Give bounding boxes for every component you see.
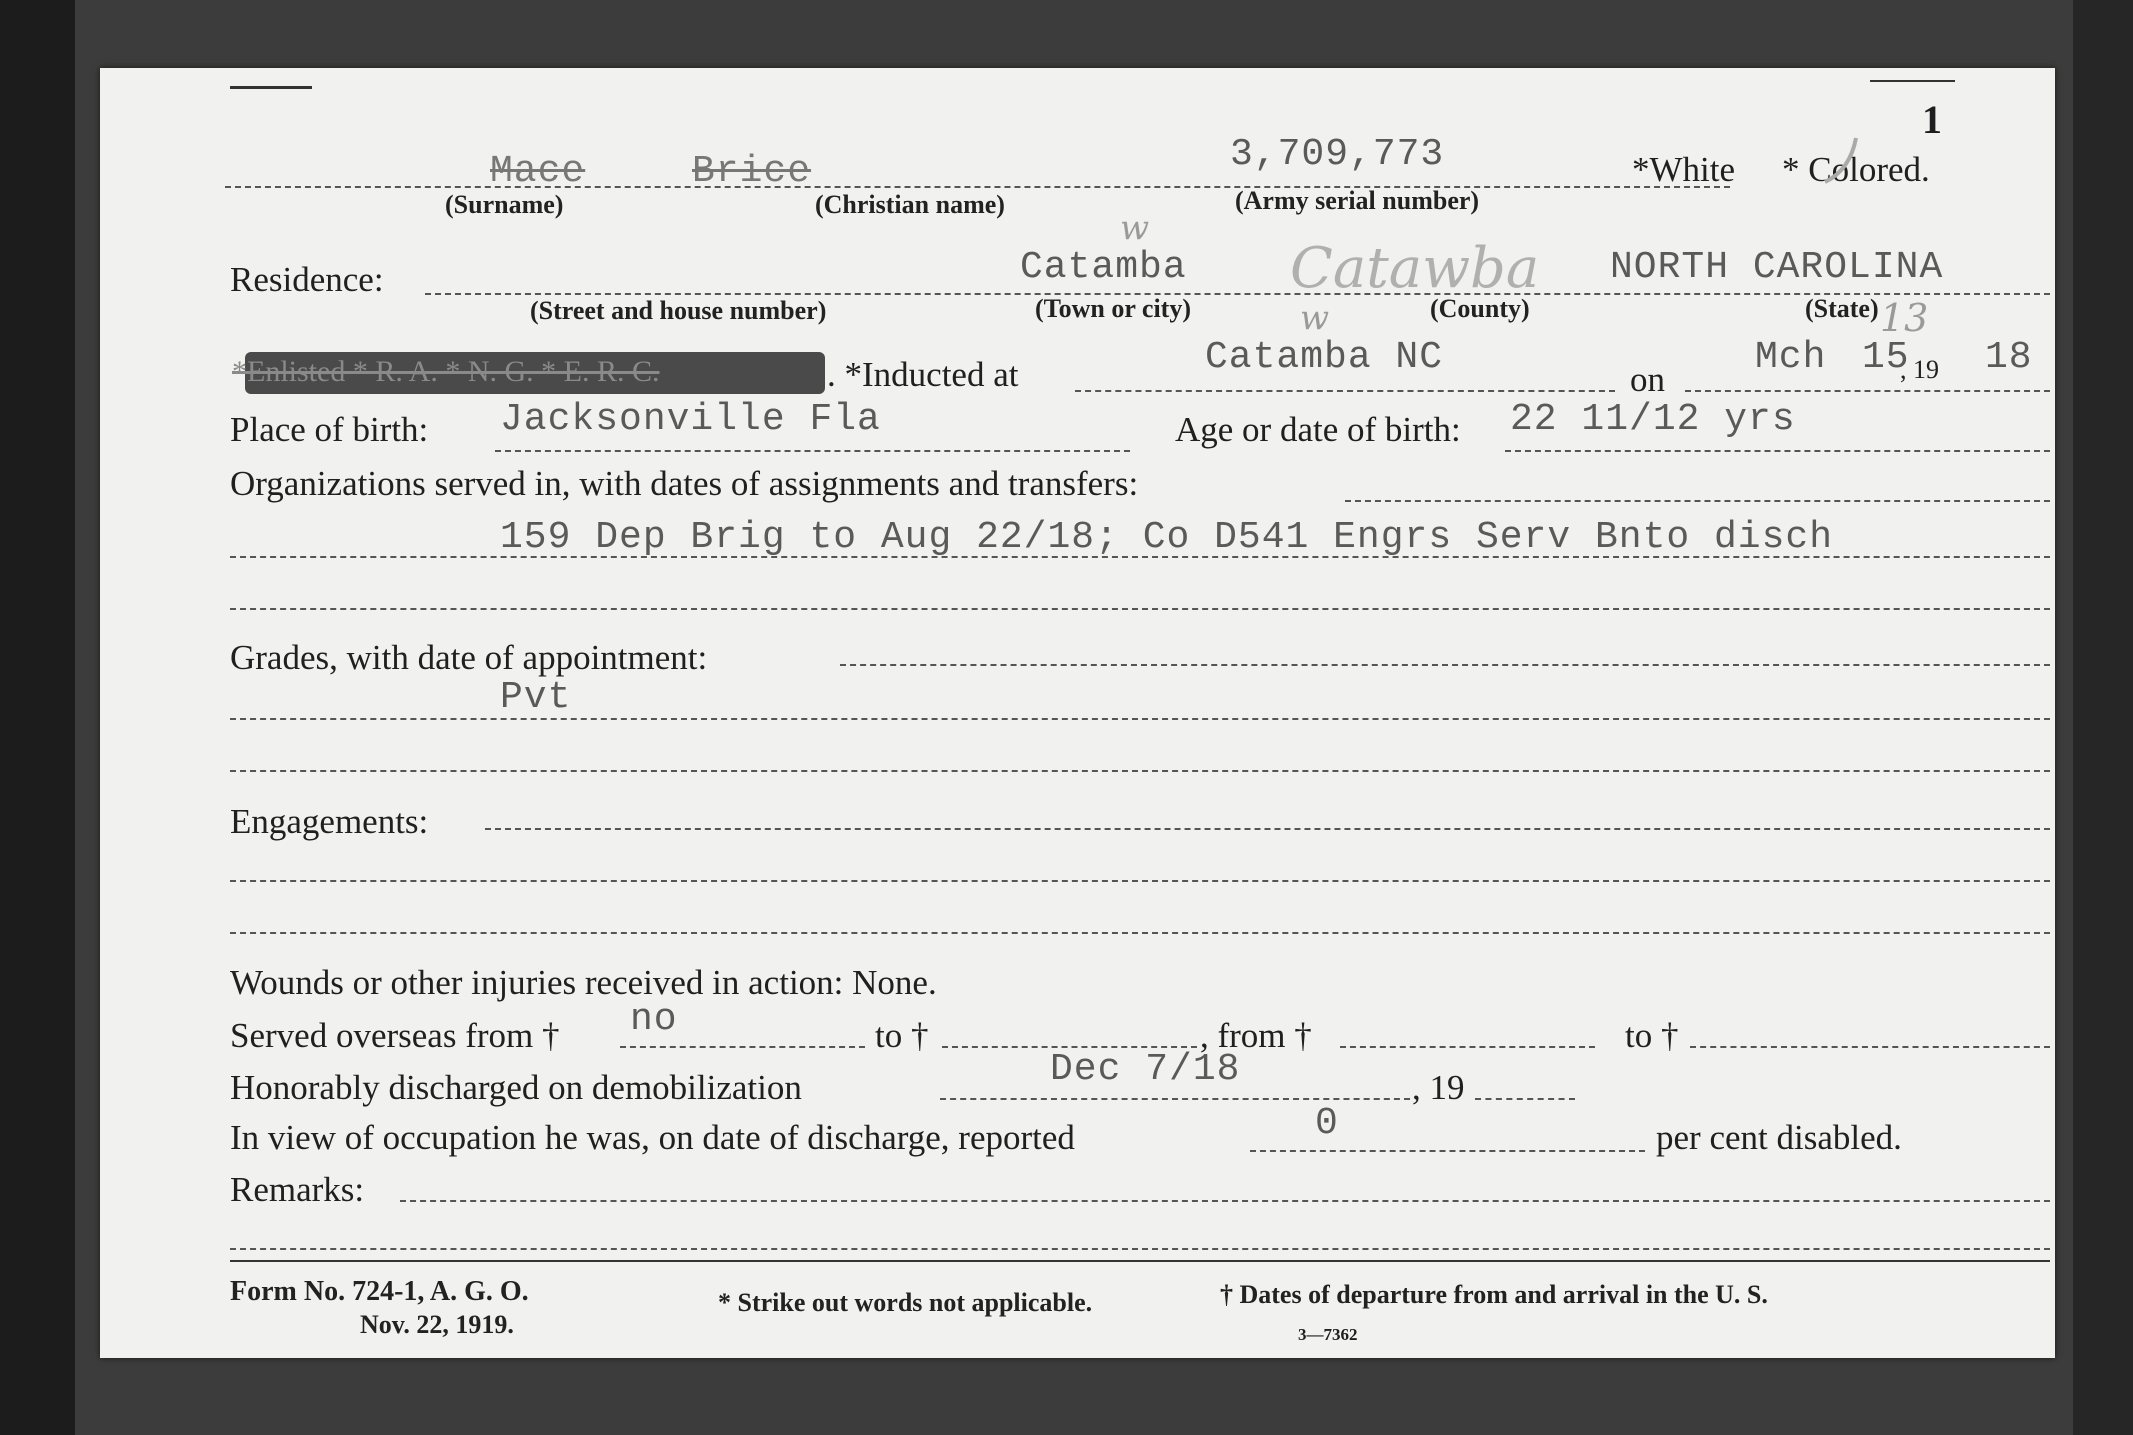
town-caption: (Town or city) bbox=[1035, 294, 1191, 323]
organizations-value: 159 Dep Brig to Aug 22/18; Co D541 Engrs Serv Bnto disch bbox=[500, 516, 1834, 559]
overseas-from-label-2: , from † bbox=[1200, 1016, 1312, 1055]
county-caption: (County) bbox=[1430, 294, 1530, 323]
birth-place-value: Jacksonville Fla bbox=[500, 398, 881, 441]
day-correction: 13 bbox=[1880, 296, 1929, 340]
induction-month: Mch bbox=[1755, 336, 1827, 379]
inducted-label: . *Inducted at bbox=[827, 355, 1019, 394]
residence-town-value: Catamba bbox=[1020, 246, 1187, 289]
overseas-from-line bbox=[620, 1046, 865, 1048]
age-label: Age or date of birth: bbox=[1175, 410, 1461, 449]
state-caption: (State) bbox=[1805, 294, 1879, 323]
surname-value: Mace bbox=[490, 150, 586, 193]
organizations-line-2 bbox=[230, 608, 2050, 610]
remarks-line-0 bbox=[400, 1200, 2050, 1202]
race-colored-label: * Colored. bbox=[1782, 150, 1930, 189]
remarks-label: Remarks: bbox=[230, 1170, 365, 1209]
age-line bbox=[1505, 450, 2050, 452]
serial-caption: (Army serial number) bbox=[1235, 186, 1480, 215]
remarks-line-1 bbox=[230, 1248, 2050, 1250]
on-label: on bbox=[1630, 360, 1665, 399]
scan-edge-right bbox=[2073, 0, 2133, 1435]
year-prefix: , 19 bbox=[1900, 355, 1939, 384]
inducted-place-value: Catamba NC bbox=[1205, 336, 1444, 379]
inducted-line bbox=[1075, 390, 1615, 392]
scan-edge-left bbox=[0, 0, 75, 1435]
overseas-to-line-2 bbox=[1690, 1046, 2050, 1048]
age-value: 22 11/12 yrs bbox=[1510, 398, 1796, 441]
residence-label: Residence: bbox=[230, 260, 384, 299]
service-record-card bbox=[100, 68, 2055, 1358]
grades-label: Grades, with date of appointment: bbox=[230, 638, 708, 677]
disability-suffix: per cent disabled. bbox=[1656, 1118, 1902, 1157]
christian-name-caption: (Christian name) bbox=[815, 190, 1005, 219]
birth-place-label: Place of birth: bbox=[230, 410, 429, 449]
surname-caption: (Surname) bbox=[445, 190, 564, 219]
card-number: 1 bbox=[1922, 97, 1942, 142]
engagements-label: Engagements: bbox=[230, 802, 429, 841]
name-line bbox=[225, 186, 1730, 188]
overseas-to-label: to † bbox=[875, 1016, 929, 1055]
overseas-from-line-2 bbox=[1340, 1046, 1595, 1048]
top-rule bbox=[230, 86, 312, 89]
engagements-line-2 bbox=[230, 932, 2050, 934]
serial-number-value: 3,709,773 bbox=[1230, 133, 1445, 176]
induction-day: 15 bbox=[1862, 336, 1910, 379]
place-correction: w bbox=[1300, 298, 1330, 338]
birth-place-line bbox=[495, 450, 1130, 452]
enlisted-struck-text: *Enlisted * R. A. * N. G. * E. R. C. bbox=[232, 355, 660, 388]
discharge-date: Dec 7/18 bbox=[1050, 1048, 1241, 1091]
form-number: Form No. 724-1, A. G. O. bbox=[230, 1276, 529, 1307]
discharge-year-suffix: , 19 bbox=[1412, 1068, 1465, 1107]
organizations-label: Organizations served in, with dates of assignments and transfers: bbox=[230, 464, 1139, 503]
grades-value: Pvt bbox=[500, 676, 572, 719]
engagements-line-1 bbox=[230, 880, 2050, 882]
street-caption: (Street and house number) bbox=[530, 296, 827, 325]
grades-line-0 bbox=[840, 664, 2050, 666]
residence-state-value: NORTH CAROLINA bbox=[1610, 246, 1944, 289]
disability-label: In view of occupation he was, on date of discharge, reported bbox=[230, 1118, 1075, 1157]
top-rule-right bbox=[1870, 80, 1955, 82]
engagements-line-0 bbox=[485, 828, 2050, 830]
strike-note: * Strike out words not applicable. bbox=[718, 1288, 1093, 1317]
date-line bbox=[1685, 390, 2050, 392]
footer-rule bbox=[230, 1260, 2050, 1262]
discharge-label: Honorably discharged on demobilization bbox=[230, 1068, 802, 1107]
town-correction: w bbox=[1120, 208, 1150, 248]
residence-county-value: Catawba bbox=[1290, 236, 1540, 301]
form-date: Nov. 22, 1919. bbox=[360, 1310, 514, 1339]
induction-year: 18 bbox=[1985, 336, 2033, 379]
race-strike-mark bbox=[1820, 130, 1870, 190]
wounds-label: Wounds or other injuries received in action: None. bbox=[230, 963, 937, 1002]
discharge-year-line bbox=[1475, 1098, 1575, 1100]
overseas-to-label-2: to † bbox=[1625, 1016, 1679, 1055]
grades-line-2 bbox=[230, 770, 2050, 772]
disability-value: 0 bbox=[1315, 1102, 1339, 1145]
overseas-from-value: no bbox=[630, 998, 678, 1041]
overseas-from-label: Served overseas from † bbox=[230, 1016, 560, 1055]
dates-note: † Dates of departure from and arrival in the U. S. bbox=[1220, 1280, 1768, 1309]
disability-line bbox=[1250, 1150, 1645, 1152]
race-white-label: *White bbox=[1632, 150, 1736, 189]
organizations-line-0 bbox=[1345, 500, 2050, 502]
discharge-line bbox=[940, 1098, 1410, 1100]
christian-name-value: Brice bbox=[692, 150, 812, 193]
print-code: 3—7362 bbox=[1298, 1325, 1358, 1344]
